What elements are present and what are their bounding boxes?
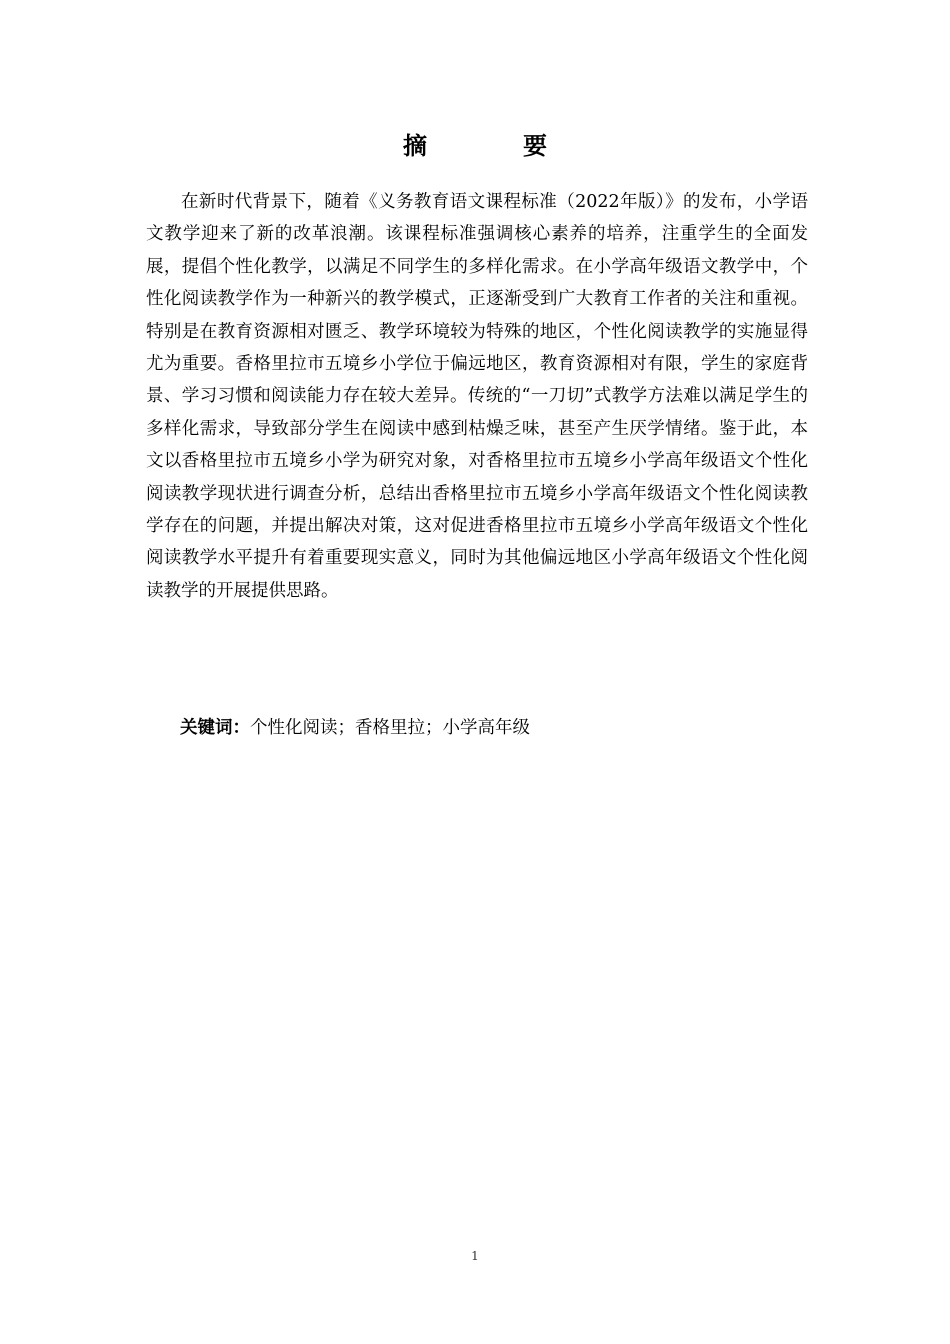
- keywords-line: [180, 712, 808, 744]
- keywords-values: 个性化阅读；香格里拉；小学高年级: [250, 718, 530, 738]
- keywords-label: 关键词：: [180, 718, 250, 738]
- abstract-title: 摘 要: [403, 132, 583, 160]
- abstract-body: 在新时代背景下，随着《义务教育语文课程标准（2022年版）》的发布，小学语文教学迎来了新的改革浪潮。该课程标准强调核心素养的培养，注重学生的全面发展，提倡个性化教学，以满足不同学生的多样化需求。在小学高年级语文教学中，个性化阅读教学作为一种新兴的教学模式，正逐渐受到广大教育工作者的关注和重视。特别是在教育资源相对匮乏、教学环境较为特殊的地区，个性化阅读教学的实施显得尤为重要。香格里拉市五境乡小学位于偏远地区，教育资源相对有限，学生的家庭背景、学习习惯和阅读能力存在较大差异。传统的“一刀切”式教学方法难以满足学生的多样化需求，导致部分学生在阅读中感到枯燥乏味，甚至产生厌学情绪。鉴于此，本文以香格里拉市五境乡小学为研究对象，对香格里拉市五境乡小学高年级语文个性化阅读教学现状进行调查分析，总结出香格里拉市五境乡小学高年级语文个性化阅读教学存在的问题，并提出解决对策，这对促进香格里拉市五境乡小学高年级语文个性化阅读教学水平提升有着重要现实意义，同时为其他偏远地区小学高年级语文个性化阅读教学的开展提供思路。: [146, 192, 808, 601]
- page-number: 1: [471, 1249, 479, 1263]
